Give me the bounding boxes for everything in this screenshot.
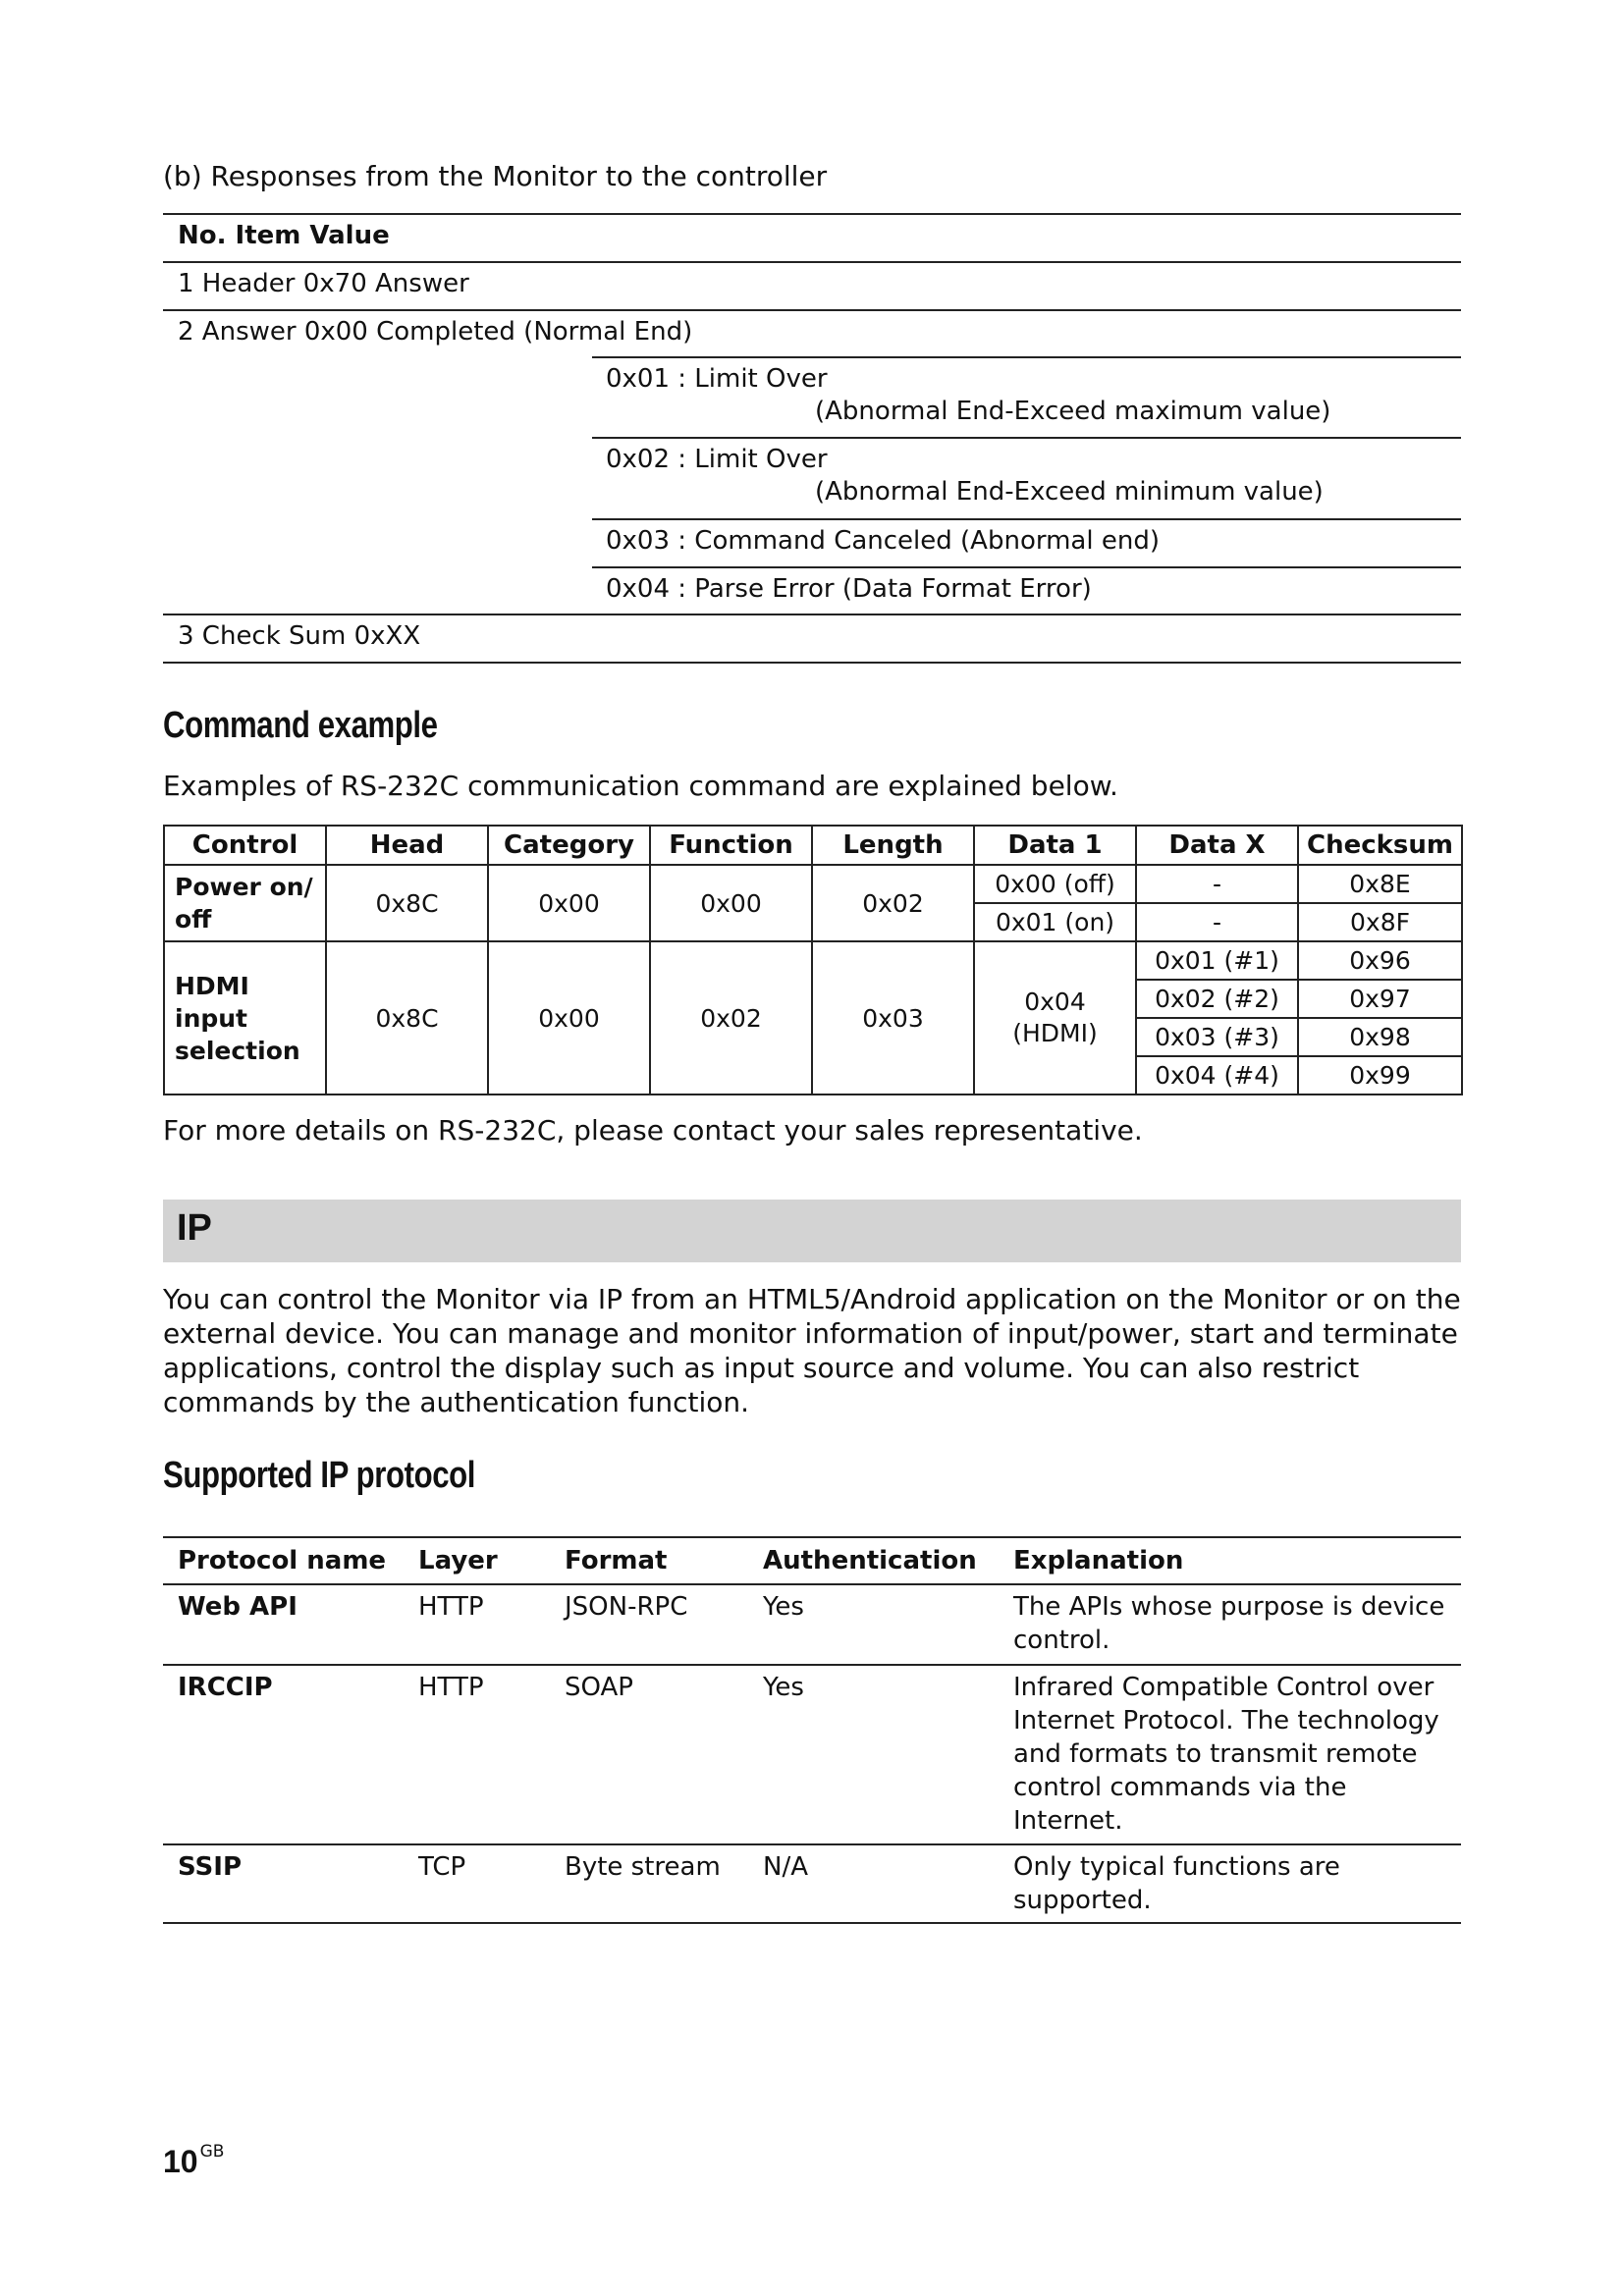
responses-caption: (b) Responses from the Monitor to the controller [163, 160, 828, 192]
table-header-row [164, 826, 1462, 865]
rs232c-note: For more details on RS-232C, please contact your sales representative. [163, 1114, 1143, 1147]
protocol-explanation: Infrared Compatible Control over Internet Protocol. The technology and formats to transmit remote control commands via the Internet. [1013, 1673, 1439, 1836]
responses-row-checksum: 3 Check Sum 0xXX [178, 621, 421, 651]
command-example-heading: Command example [163, 705, 438, 746]
table-rule [163, 213, 1461, 215]
column-header: Data 1 [974, 826, 1136, 865]
cell-datax: 0x03 (#3) [1136, 1018, 1298, 1056]
cell-checksum: 0x98 [1298, 1018, 1462, 1056]
responses-sub-canceled: 0x03 : Command Canceled (Abnormal end) [606, 526, 1160, 556]
protocol-explanation: Only typical functions are supported. [1013, 1852, 1340, 1915]
protocol-name: SSIP [178, 1852, 243, 1882]
protocol-format: JSON-RPC [565, 1592, 688, 1622]
protocol-auth: Yes [763, 1673, 804, 1702]
column-header: Data X [1136, 826, 1298, 865]
cell-length: 0x03 [812, 941, 974, 1095]
table-row [164, 865, 1462, 903]
responses-sub-limit-min: 0x02 : Limit Over [606, 445, 828, 474]
cell-head: 0x8C [326, 865, 488, 941]
cell-head: 0x8C [326, 941, 488, 1095]
table-rule [163, 1843, 1461, 1845]
column-header: Category [488, 826, 650, 865]
cell-length: 0x02 [812, 865, 974, 941]
protocol-explanation: The APIs whose purpose is device control. [1013, 1592, 1445, 1655]
table-rule [592, 437, 1461, 439]
cell-checksum: 0x96 [1298, 941, 1462, 980]
cell-checksum: 0x99 [1298, 1056, 1462, 1095]
column-header: Explanation [1013, 1546, 1184, 1575]
cell-data1: 0x00 (off) [974, 865, 1136, 903]
table-rule [163, 614, 1461, 615]
supported-protocol-heading: Supported IP protocol [163, 1455, 475, 1496]
cell-data1: 0x04 (HDMI) [974, 941, 1136, 1095]
command-example-table [163, 825, 1463, 1095]
column-header: Protocol name [178, 1546, 387, 1575]
cell-datax: 0x04 (#4) [1136, 1056, 1298, 1095]
table-rule [163, 309, 1461, 311]
responses-sub-limit-min-desc: (Abnormal End-Exceed minimum value) [815, 477, 1324, 507]
protocol-layer: HTTP [418, 1592, 484, 1622]
cell-datax: 0x01 (#1) [1136, 941, 1298, 980]
responses-header: No. Item Value [178, 221, 390, 250]
protocol-name: Web API [178, 1592, 298, 1622]
cell-checksum: 0x97 [1298, 980, 1462, 1018]
cell-function: 0x02 [650, 941, 812, 1095]
cell-data1: 0x01 (on) [974, 903, 1136, 941]
column-header: Authentication [763, 1546, 977, 1575]
ip-paragraph: You can control the Monitor via IP from an HTML5/Android application on the Monitor or on the external device. You can manage and monitor information of input/power, start and terminate applications, control the display such as input source and volume. You can also restrict commands by the authentication function. [163, 1283, 1461, 1418]
ip-section-title: IP [177, 1207, 212, 1249]
protocol-auth: Yes [763, 1592, 804, 1622]
ip-section-banner [163, 1200, 1461, 1262]
page-number [163, 2144, 224, 2180]
column-header: Checksum [1298, 826, 1462, 865]
protocol-name: IRCCIP [178, 1673, 273, 1702]
command-example-intro: Examples of RS-232C communication command are explained below. [163, 770, 1118, 802]
table-rule [163, 1583, 1461, 1585]
column-header: Head [326, 826, 488, 865]
table-row [164, 941, 1462, 980]
column-header: Format [565, 1546, 668, 1575]
page-number-value: 10 [163, 2144, 198, 2179]
table-rule [163, 1922, 1461, 1924]
cell-checksum: 0x8E [1298, 865, 1462, 903]
protocol-format: Byte stream [565, 1852, 721, 1882]
protocol-format: SOAP [565, 1673, 633, 1702]
responses-row-header: 1 Header 0x70 Answer [178, 269, 469, 298]
cell-function: 0x00 [650, 865, 812, 941]
table-rule [592, 356, 1461, 358]
column-header: Function [650, 826, 812, 865]
cell-category: 0x00 [488, 865, 650, 941]
responses-row-answer: 2 Answer 0x00 Completed (Normal End) [178, 317, 693, 347]
protocol-auth: N/A [763, 1852, 808, 1882]
column-header: Length [812, 826, 974, 865]
table-rule [163, 662, 1461, 664]
table-rule [163, 1536, 1461, 1538]
responses-sub-parse-error: 0x04 : Parse Error (Data Format Error) [606, 574, 1092, 604]
control-power: Power on/ off [164, 865, 326, 941]
control-hdmi: HDMI input selection [164, 941, 326, 1095]
cell-datax: - [1136, 865, 1298, 903]
column-header: Control [164, 826, 326, 865]
cell-datax: - [1136, 903, 1298, 941]
table-rule [592, 518, 1461, 520]
table-rule [592, 566, 1461, 568]
responses-sub-limit-max-desc: (Abnormal End-Exceed maximum value) [815, 397, 1331, 426]
cell-datax: 0x02 (#2) [1136, 980, 1298, 1018]
column-header: Layer [418, 1546, 498, 1575]
table-rule [163, 261, 1461, 263]
page-number-suffix: GB [199, 2142, 225, 2162]
responses-sub-limit-max: 0x01 : Limit Over [606, 364, 828, 394]
table-rule [163, 1664, 1461, 1666]
protocol-layer: HTTP [418, 1673, 484, 1702]
cell-checksum: 0x8F [1298, 903, 1462, 941]
protocol-layer: TCP [418, 1852, 466, 1882]
cell-category: 0x00 [488, 941, 650, 1095]
